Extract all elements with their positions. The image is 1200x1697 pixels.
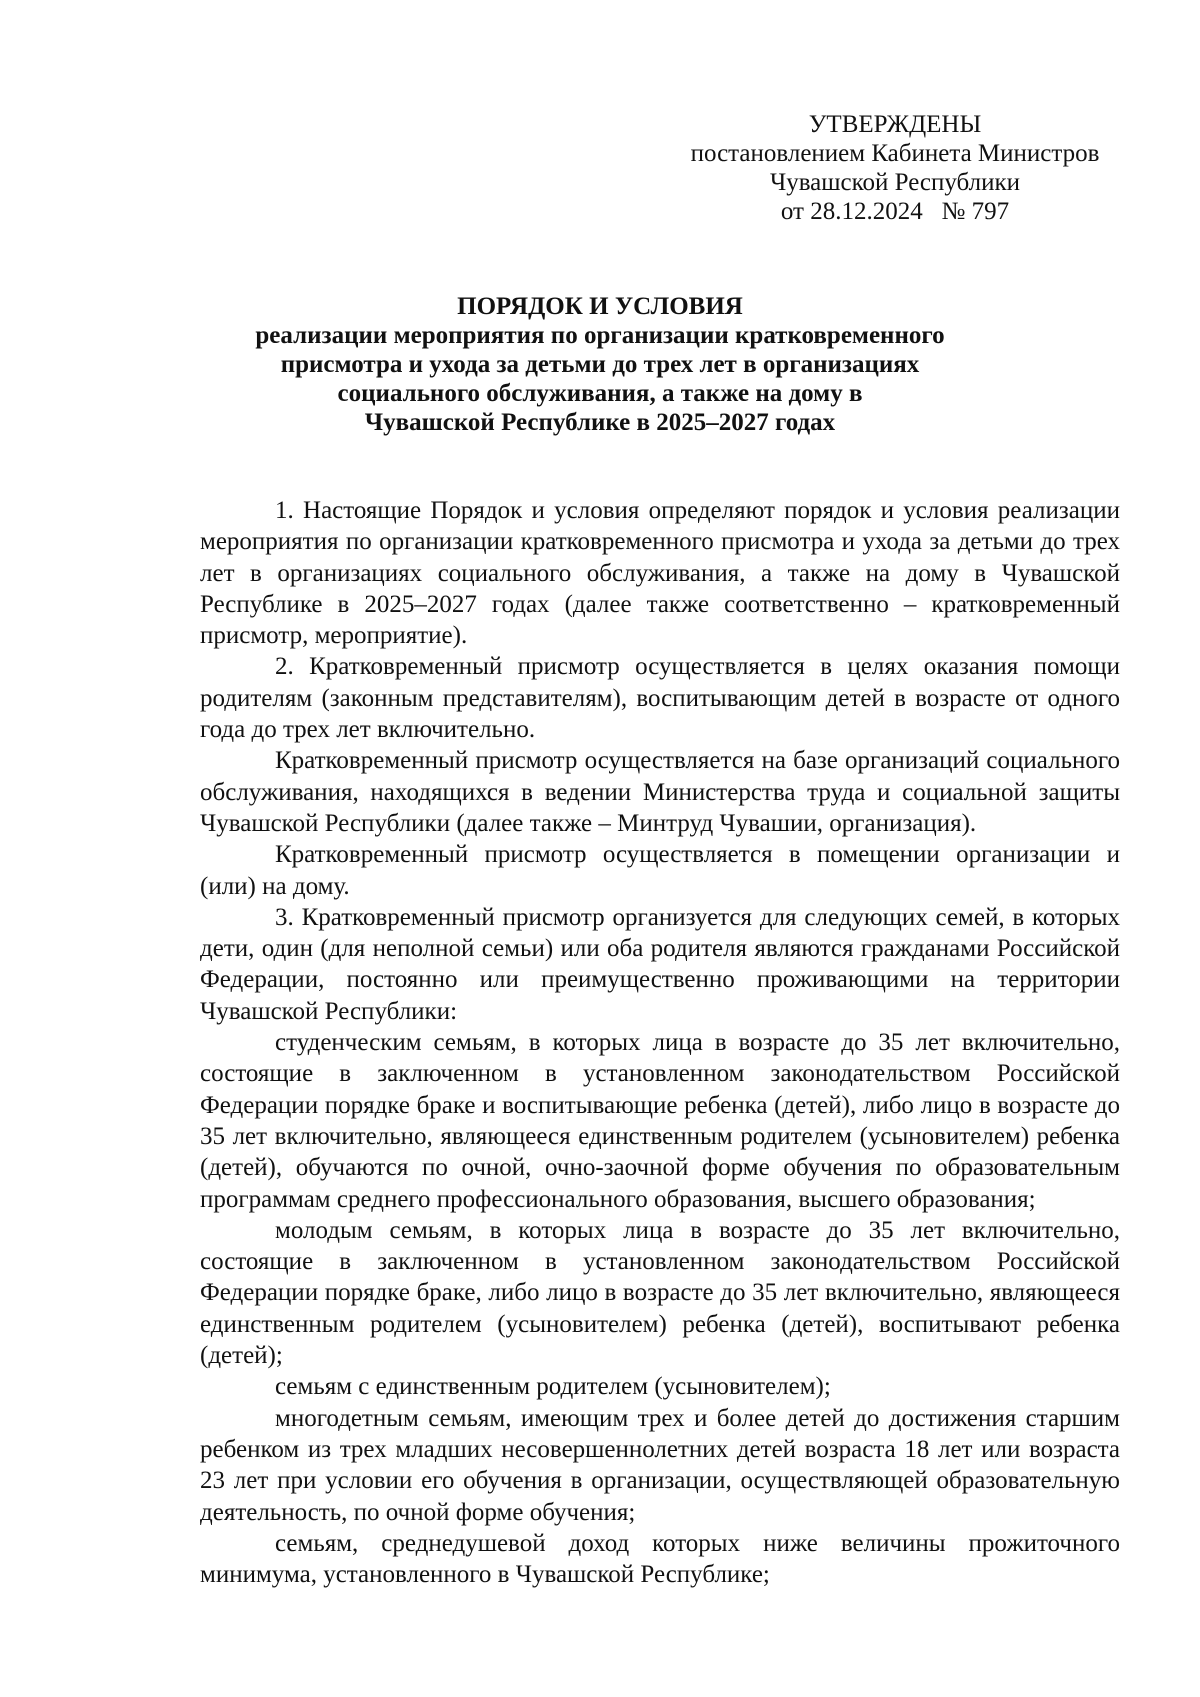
list-item-low-income: семьям, среднедушевой доход которых ниже величины прожиточного минимума, установленного в Чувашской Республике; xyxy=(200,1529,1120,1589)
list-item-large-families: многодетным семьям, имеющим трех и более детей до достижения старшим ребенком из трех младших несовершеннолетних детей возраста 18 лет или возраста 23 лет при условии его обучения в организации, осуществляющей образовательную деятельность, по очной форме обучения; xyxy=(200,1404,1120,1526)
approval-resolution: постановлением Кабинета Министров xyxy=(690,140,1100,167)
document-title: ПОРЯДОК И УСЛОВИЯ xyxy=(457,293,743,320)
approval-republic: Чувашской Республики xyxy=(769,169,1021,196)
list-item-student-families: студенческим семьям, в которых лица в возрасте до 35 лет включительно, состоящие в заключенном в установленном законодательством Российской Федерации порядке браке и воспитывающие ребенка (детей), либо лицо в возрасте до 35 лет включительно, являющееся единственным родителем (усыновителем) ребенка (детей), обучаются по очной, очно-заочной форме обучения по образовательным программам среднего профессионального образования, высшего образования; xyxy=(200,1029,1120,1213)
paragraph-2-location: Кратковременный присмотр осуществляется в помещении организации и (или) на дому. xyxy=(200,841,1120,900)
paragraph-2: 2. Кратковременный присмотр осуществляется в целях оказания помощи родителям (законным представителям), воспитывающим детей в возрасте от одного года до трех лет включительно. xyxy=(200,653,1120,744)
list-item-young-families: молодым семьям, в которых лица в возрасте до 35 лет включительно, состоящие в заключенном в установленном законодательством Российской Федерации порядке браке, либо лицо в возрасте до 35 лет включительно, являющееся единственным родителем (усыновителем) ребенка (детей), воспитывают ребенка (детей); xyxy=(200,1216,1120,1370)
approval-date-number: от 28.12.2024 № 797 xyxy=(780,198,1010,225)
document-subtitle-line: социального обслуживания, а также на дому в xyxy=(337,380,863,407)
paragraph-1: 1. Настоящие Порядок и условия определяют порядок и условия реализации мероприятия по организации кратковременного присмотра и ухода за детьми до трех лет в организациях социального обслуживания, а также на дому в Чувашской Республике в 2025–2027 годах (далее также соответственно – кратковременный присмотр, мероприятие). xyxy=(200,497,1120,650)
approval-heading: УТВЕРЖДЕНЫ xyxy=(808,111,982,138)
paragraph-3: 3. Кратковременный присмотр организуется для следующих семей, в которых дети, один (для неполной семьи) или оба родителя являются гражданами Российской Федерации, постоянно или преимущественно проживающими на территории Чувашской Республики: xyxy=(200,903,1120,1025)
approval-block xyxy=(660,110,1130,226)
document-body xyxy=(200,495,1120,1590)
list-item-single-parent: семьям с единственным родителем (усыновителем); xyxy=(275,1373,831,1401)
document-title-block xyxy=(200,292,1000,437)
paragraph-2-base: Кратковременный присмотр осуществляется на базе организаций социального обслуживания, находящихся в ведении Министерства труда и социальной защиты Чувашской Республики (далее также – Минтруд Чувашии, организация). xyxy=(200,747,1120,837)
document-subtitle-line: реализации мероприятия по организации кратковременного xyxy=(255,322,945,349)
document-subtitle-line: Чувашской Республике в 2025–2027 годах xyxy=(364,409,836,436)
document-subtitle-line: присмотра и ухода за детьми до трех лет в организациях xyxy=(280,351,920,378)
